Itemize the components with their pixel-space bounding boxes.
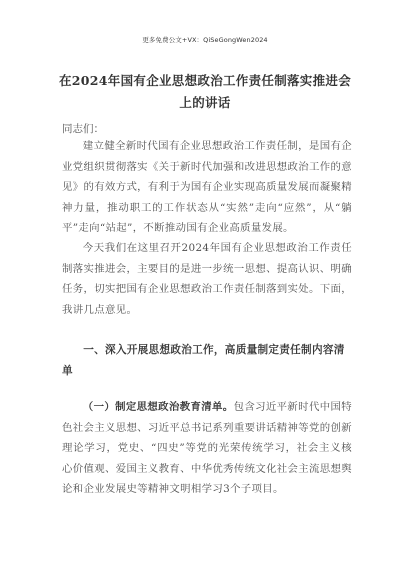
item-body: 包含习近平新时代中国特色社会主义思想、习近平总书记系列重要讲话精神等党的创新理论学习，党史、“四史”等党的光荣传统学习，社会主义核心价值观、爱国主义教育、中华优秀传统文化社会主流思想舆论和企业发展史等精神文明相学习3个子项目。 xyxy=(62,401,352,496)
item-lead: （一）制定思想政治教育清单。 xyxy=(82,401,234,413)
section-heading-1: 一、深入开展思想政治工作，高质量制定责任制内容清单 xyxy=(62,344,345,377)
paragraph-purpose: 今天我们在这里召开2024年国有企业思想政治工作责任制落实推进会，主要目的是进一步统一思想、提高认识、明确任务，切实把国有企业思想政治工作责任制落到实处。下面，我讲几点意见。 xyxy=(62,242,352,316)
page-header: 更多免费公文+VX：QiSeGongWen2024 xyxy=(142,36,268,44)
salutation: 同志们： xyxy=(62,123,104,135)
paragraph-intro: 建立健全新时代国有企业思想政治工作责任制，是国有企业党组织贯彻落实《关于新时代加强和改进思想政治工作的意见》的有效方式，有利于为国有企业实现高质量发展而凝聚精神力量，推动职工的工作状态从“实然”走向“应然”，从“躺平”走向“站起”，不断推动国有企业高质量发展。 xyxy=(62,140,352,235)
document-title: 在2024年国有企业思想政治工作责任制落实推进会上的讲话 xyxy=(59,73,351,110)
section-1-item-1 xyxy=(62,397,352,500)
